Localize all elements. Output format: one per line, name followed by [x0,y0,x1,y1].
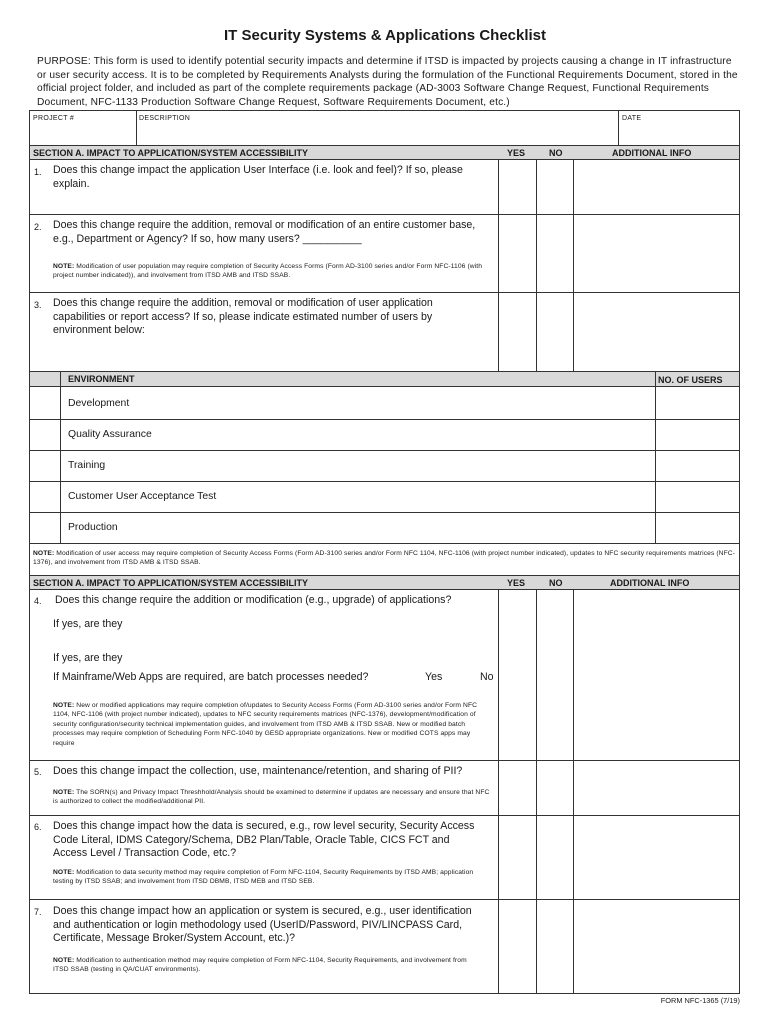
project-label: PROJECT # [33,115,75,122]
question-6-text: Does this change impact how the data is secured, e.g., row level security, Security Access Code Literal, IDMS Category/Schema, DB2 Plan/Table, Oracle Table, CICS FCT and Access Level / Transaction Code, etc.? [53,820,475,860]
question-2-text: Does this change require the addition, removal or modification of an entire customer base, e.g., Department or Agency? If so, how many users? __________ [53,219,476,245]
users-title: NO. OF USERS [658,375,723,385]
environment-row: Production [68,522,118,533]
users-input[interactable] [658,483,737,511]
q7-no-cell[interactable] [538,901,571,991]
description-field[interactable] [139,124,615,144]
divider [136,111,137,145]
row-line [30,214,739,215]
q6-no-cell[interactable] [538,817,571,897]
q5-yes-cell[interactable] [500,762,534,813]
environment-header [30,371,739,387]
users-input[interactable] [658,452,737,480]
row-line [30,481,739,482]
yes-header: YES [507,148,526,158]
q6-yes-cell[interactable] [500,817,534,897]
row-line [30,419,739,420]
question-number: 3. [34,300,42,310]
section-a-title: SECTION A. IMPACT TO APPLICATION/SYSTEM ACCESSIBILITY [33,148,309,158]
q5-no-cell[interactable] [538,762,571,813]
column-line [536,590,537,993]
q2-info-cell[interactable] [575,216,737,290]
environment-row: Development [68,398,130,409]
environment-note: NOTE: Modification of user access may require completion of Security Access Forms (Form AD-3100 series and/or Form NFC 1104, NFC-1106 (with project number indicated), updates to NFC security requirements matrices (NFC-1376), and involvement from ITSD AMB & ITSD SSAB. [33,550,736,567]
question-4-subline: If yes, are they [53,652,123,664]
row-line [30,760,739,761]
question-4-subline: If Mainframe/Web Apps are required, are batch processes needed? [53,671,369,683]
q7-info-cell[interactable] [575,901,737,991]
q3-no-cell[interactable] [538,294,571,370]
question-6-note: NOTE: Modification to data security method may require completion of Form NFC-1104, Security Requirements by ITSD AMB; application testing by ITSD SSAB; and involvement from ITSD DBMB, ITSD MEB and ITSD SEB. [53,869,474,886]
description-label: DESCRIPTION [139,115,191,122]
q1-no-cell[interactable] [538,162,571,212]
users-input[interactable] [658,421,737,449]
row-line [30,815,739,816]
q4-no-cell[interactable] [538,592,571,758]
yes-header: YES [507,578,526,588]
question-number: 2. [34,222,42,232]
date-field[interactable] [622,124,738,144]
row-line [30,899,739,900]
column-line [536,160,537,371]
q4-yes-cell[interactable] [500,592,534,758]
question-4-text: Does this change require the addition or modification (e.g., upgrade) of applications? [55,594,452,606]
users-input[interactable] [658,389,737,418]
form-title: IT Security Systems & Applications Checklist [223,27,547,44]
purpose-text: PURPOSE: This form is used to identify potential security impacts and determine if ITSD is impacted by projects causing a change in IT infrastructure or user security access. It is to be completed by Requirements Analysts during the formulation of the Functional Requirements Document, stored in the official project folder, and included as part of the complete requirements package (AD-3003 Software Change Request, Functional Requirements Document, NFC-1133 Production Software Change Request, Software Requirements Document, etc.) [37,56,738,108]
question-1-text: Does this change impact the application User Interface (i.e. look and feel)? If so, please explain. [53,164,463,190]
q1-yes-cell[interactable] [500,162,534,212]
environment-row: Customer User Acceptance Test [68,491,217,502]
q6-info-cell[interactable] [575,817,737,897]
q1-info-cell[interactable] [575,162,737,212]
form-number: FORM NFC-1365 (7/19) [660,996,740,1005]
column-line [60,371,61,544]
question-5-text: Does this change impact the collection, use, maintenance/retention, and sharing of PII? [53,765,463,777]
q2-no-cell[interactable] [538,216,571,290]
q3-info-cell[interactable] [575,294,737,370]
column-line [498,590,499,993]
question-4-note: NOTE: New or modified applications may require completion of/updates to Security Access Forms (Form AD-3100 series and/or Form NFC 1104, NFC-1106 (with project number indicated), updates to NFC security requirements matrices (NFC-1376), development/modification of security configuration/security technical implementation guides, and involvement from ITSD AMB & ITSD SSAB. New or modified batch processes may require completion of Scheduling Form NFC-1040 by GESD appropriate organizations. New or modified COTS apps may require [53,702,478,747]
row-line [30,543,739,544]
date-label: DATE [622,115,642,122]
question-2-note: NOTE: Modification of user population may require completion of Security Access Forms (Form AD-3100 series and/or Form NFC-1106 (with project number indicated)), and involvement from ITSD AMB and ITSD SSAB. [53,263,483,280]
row-line [30,292,739,293]
divider [618,111,619,145]
q5-info-cell[interactable] [575,762,737,813]
question-number: 5. [34,767,42,777]
column-line [655,371,656,544]
question-3-text: Does this change require the addition, removal or modification of user application capabilities or report access? If so, please indicate estimated number of users by environment below: [53,297,433,337]
question-number: 7. [34,907,42,917]
users-input[interactable] [658,514,737,542]
section-a-title: SECTION A. IMPACT TO APPLICATION/SYSTEM ACCESSIBILITY [33,578,309,588]
column-line [498,160,499,371]
question-number: 4. [34,596,42,606]
batch-yes-option[interactable]: Yes [425,671,443,683]
column-line [573,590,574,993]
question-4-subline: If yes, are they [53,618,123,630]
environment-title: ENVIRONMENT [68,374,135,384]
question-5-note: NOTE: The SORN(s) and Privacy Impact Threshhold/Analysis should be examined to determine if updates are necessary and ensure that NFC is authorized to collect the modified/additional PII. [53,789,490,806]
no-header: NO [549,148,563,158]
row-line [30,450,739,451]
batch-no-option[interactable]: No [480,671,494,683]
q4-info-cell[interactable] [575,592,737,758]
q3-yes-cell[interactable] [500,294,534,370]
question-7-note: NOTE: Modification to authentication method may require completion of Form NFC-1104, Security Requirements, and involvement from ITSD SSAB (testing in QA/CUAT environments). [53,957,467,974]
q7-yes-cell[interactable] [500,901,534,991]
question-number: 6. [34,822,42,832]
q2-yes-cell[interactable] [500,216,534,290]
question-number: 1. [34,167,42,177]
environment-row: Training [68,460,106,471]
project-field[interactable] [33,124,133,144]
row-line [30,512,739,513]
info-header: ADDITIONAL INFO [612,148,692,158]
environment-row: Quality Assurance [68,429,152,440]
info-header: ADDITIONAL INFO [610,578,690,588]
question-7-text: Does this change impact how an application or system is secured, e.g., user identification and authentication or login methodology used (UserID/Password, PIV/LINCPASS Card, Certificate, Message Broker/System Account, etc.)? [53,905,472,945]
no-header: NO [549,578,563,588]
column-line [573,160,574,371]
